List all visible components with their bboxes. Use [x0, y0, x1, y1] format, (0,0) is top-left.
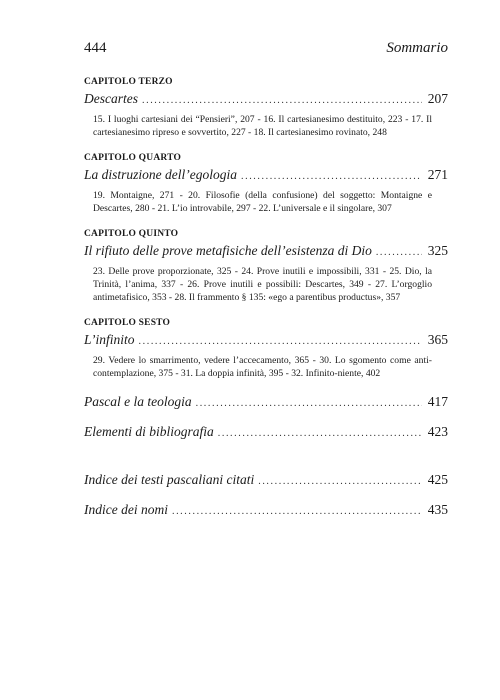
- chapter-6: [84, 318, 448, 380]
- toc-entry-indice-testi[interactable]: [84, 472, 448, 488]
- toc-entry-indice-nomi[interactable]: [84, 502, 448, 518]
- entry-page: 425: [427, 472, 448, 487]
- entry-title: Pascal e la teologia: [84, 394, 192, 409]
- chapter-title: Descartes: [84, 91, 138, 106]
- chapter-title: Il rifiuto delle prove metafisiche dell’esistenza di Dio: [84, 243, 372, 258]
- toc-entry-egologia[interactable]: [84, 167, 448, 183]
- leader-dots: [241, 171, 422, 182]
- entry-title: Elementi di bibliografia: [84, 424, 214, 439]
- chapter-label: CAPITOLO QUINTO: [84, 229, 179, 239]
- leader-dots: [196, 398, 422, 409]
- entry-page: 435: [427, 502, 448, 517]
- section-gap: [84, 440, 448, 458]
- chapter-page: 325: [427, 243, 448, 258]
- toc-entry-prove-metafisiche[interactable]: [84, 243, 448, 259]
- leader-dots: [258, 476, 422, 487]
- chapter-page: 365: [427, 332, 448, 347]
- chapter-page: 271: [427, 167, 448, 182]
- chapter-label: CAPITOLO SESTO: [84, 318, 171, 328]
- leader-dots: [142, 95, 422, 106]
- chapter-5: [84, 229, 448, 304]
- chapter-3: [84, 77, 448, 139]
- toc-entry-pascal-teologia[interactable]: [84, 394, 448, 410]
- toc-entry-descartes[interactable]: [84, 91, 448, 107]
- chapter-title: La distruzione dell’egologia: [84, 167, 237, 182]
- chapter-4: [84, 153, 448, 215]
- toc-entry-bibliografia[interactable]: [84, 424, 448, 440]
- leader-dots: [172, 506, 422, 517]
- entry-page: 417: [427, 394, 448, 409]
- entry-title: Indice dei testi pascaliani citati: [84, 472, 255, 487]
- leader-dots: [218, 428, 422, 439]
- chapter-title: L’infinito: [84, 332, 135, 347]
- entry-page: 423: [427, 424, 448, 439]
- chapter-summary: 29. Vedere lo smarrimento, vedere l’accecamento, 365 - 30. Lo sgomento come anti-contemplazione, 375 - 31. La doppia infinità, 395 - 32. Infinito-niente, 402: [93, 355, 432, 379]
- entry-title: Indice dei nomi: [84, 502, 168, 517]
- page-number: 444: [84, 40, 107, 56]
- chapter-page: 207: [427, 91, 448, 106]
- chapter-label: CAPITOLO QUARTO: [84, 153, 182, 163]
- chapter-summary: 19. Montaigne, 271 - 20. Filosofie (della confusione) del soggetto: Montaigne e Descartes, 280 - 21. L’io introvabile, 297 - 22. L’universale e il singolare, 307: [93, 190, 432, 214]
- chapter-summary: 15. I luoghi cartesiani dei “Pensieri”, 207 - 16. Il cartesianesimo destituito, 223 - 17. Il cartesianesimo ripreso e sovvertito, 227 - 18. Il cartesianesimo rovinato, 248: [93, 114, 432, 138]
- leader-dots: [139, 336, 422, 347]
- chapter-label: CAPITOLO TERZO: [84, 77, 173, 87]
- toc-entry-infinito[interactable]: [84, 332, 448, 348]
- section-title: Sommario: [386, 40, 448, 56]
- chapter-summary: 23. Delle prove proporzionate, 325 - 24. Prove inutili e impossibili, 331 - 25. Dio, la Trinità, l’anima, 337 - 26. Prove inutili e possibili: Descartes, 349 - 27. L’orgoglio antimetafisico, 353 - 28. Il frammento § 135: «ego a parentibus productus», 357: [93, 266, 432, 303]
- running-head: [84, 40, 448, 57]
- leader-dots: [376, 247, 422, 258]
